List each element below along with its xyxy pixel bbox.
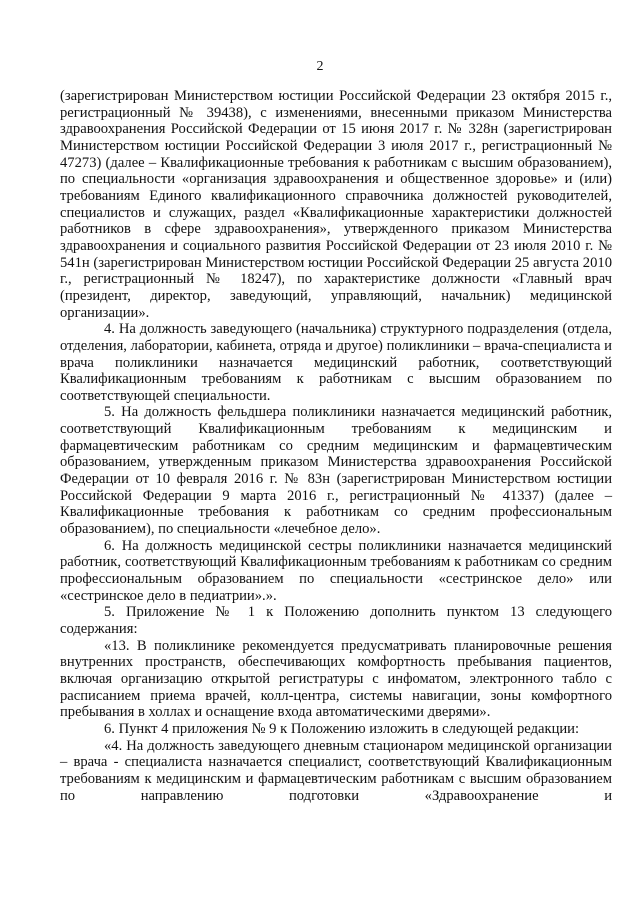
document-body xyxy=(60,88,612,804)
paragraph-continuation: (зарегистрирован Министерством юстиции Российской Федерации 23 октября 2015 г., регистрационный № 39438), с изменениями, внесенными приказом Министерства здравоохранения Российской Федерации от 15 июня 2017 г. № 328н (зарегистрирован Министерством юстиции Российской Федерации 3 июля 2017 г., регистрационный № 47273) (далее – Квалификационные требования к работникам с высшим образованием), по специальности «организация здравоохранения и общественное здоровье» и (или) требованиям Единого квалификационного справочника должностей руководителей, специалистов и служащих, раздел «Квалификационные характеристики должностей работников в сфере здравоохранения», утвержденного приказом Министерства здравоохранения и социального развития Российской Федерации от 23 июля 2010 г. № 541н (зарегистрирован Министерством юстиции Российской Федерации 25 августа 2010 г., регистрационный № 18247), по характеристике должности «Главный врач (президент, директор, заведующий, управляющий, начальник) медицинской организации». xyxy=(60,88,612,321)
paragraph-item-4: 4. На должность заведующего (начальника) структурного подразделения (отдела, отделения, лаборатории, кабинета, отряда и другое) поликлиники – врача-специалиста и врача поликлиники назначается медицинский работник, соответствующий Квалификационным требованиям к работникам с высшим образованием по соответствующей специальности. xyxy=(60,321,612,404)
paragraph-amendment-6: 6. Пункт 4 приложения № 9 к Положению изложить в следующей редакции: xyxy=(104,720,580,737)
paragraph-item-6: 6. На должность медицинской сестры поликлиники назначается медицинский работник, соответствующий Квалификационным требованиям к работникам со средним профессиональным образованием по специальности «сестринское дело» или «сестринское дело в педиатрии».». xyxy=(60,537,612,604)
paragraph-quoted-4: «4. На должность заведующего дневным стационаром медицинской организации – врача - специалиста назначается специалист, соответствующий Квалификационным требованиям к медицинским и фармацевтическим работникам с высшим образованием по направлению подготовки «Здравоохранение и xyxy=(60,737,612,804)
page-number: 2 xyxy=(316,59,324,74)
paragraph-amendment-5: 5. Приложение № 1 к Положению дополнить пунктом 13 следующего содержания: xyxy=(60,604,612,637)
paragraph-quoted-13: «13. В поликлинике рекомендуется предусматривать планировочные решения внутренних пространств, обеспечивающих комфортность пребывания пациентов, включая организацию открытой регистратуры с инфоматом, электронного табло с расписанием приема врачей, колл-центра, системы навигации, зоны комфортного пребывания в холлах и оснащение входа автоматическими дверями». xyxy=(60,637,612,721)
paragraph-item-5: 5. На должность фельдшера поликлиники назначается медицинский работник, соответствующий Квалификационным требованиям к медицинским и фармацевтическим работникам со средним медицинским и фармацевтическим образованием, утвержденным приказом Министерства здравоохранения Российской Федерации от 10 февраля 2016 г. № 83н (зарегистрирован Министерством юстиции Российской Федерации 9 марта 2016 г., регистрационный № 41337) (далее – Квалификационные требования к работникам со средним профессиональным образованием), по специальности «лечебное дело». xyxy=(60,404,612,538)
